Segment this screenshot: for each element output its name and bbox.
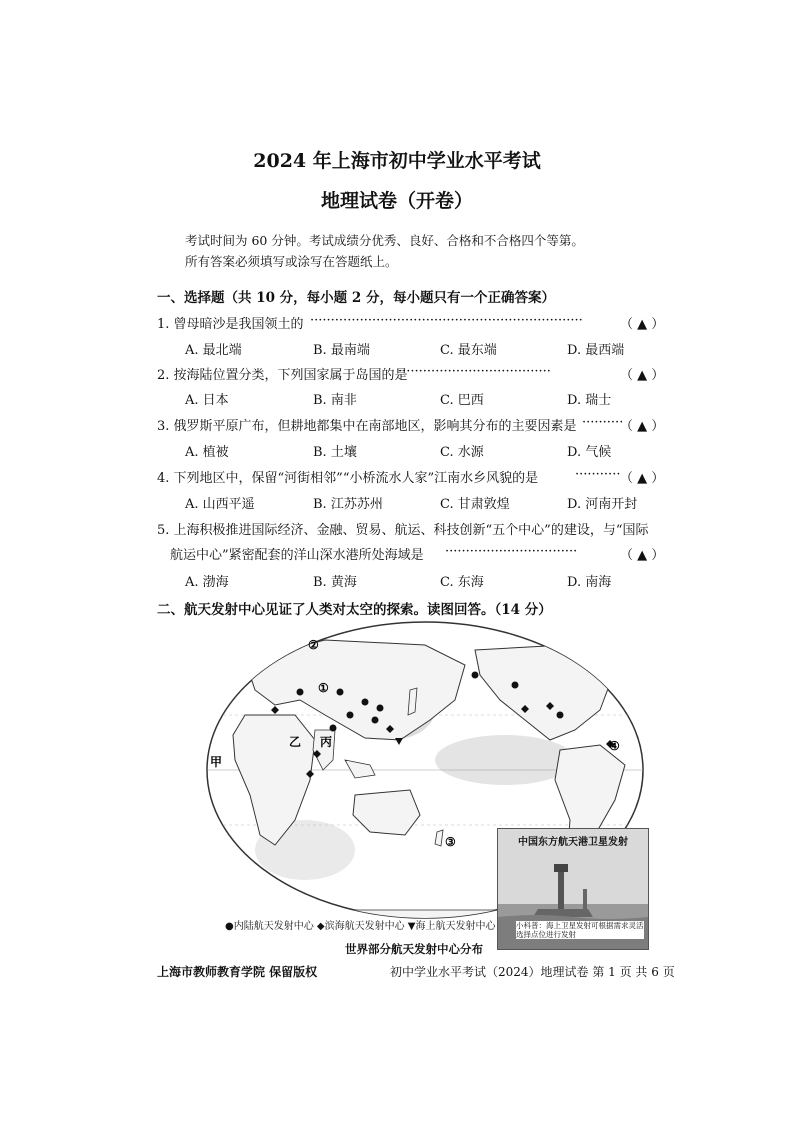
- option: B. 土壤: [313, 445, 357, 460]
- question-5-stem: 5. 上海积极推进国际经济、金融、贸易、航运、科技创新“五个中心”的建设，与“国际: [157, 523, 649, 538]
- question-2-stem: 2. 按海陆位置分类，下列国家属于岛国的是: [157, 368, 408, 383]
- map-label-1: ①: [318, 681, 329, 695]
- option: A. 日本: [185, 393, 229, 408]
- intro-line-2: 所有答案必须填写或涂写在答题纸上。: [185, 254, 398, 269]
- map-label-jia: 甲: [210, 755, 223, 769]
- question-3-stem: 3. 俄罗斯平原广布，但耕地都集中在南部地区，影响其分布的主要因素是: [157, 419, 577, 434]
- map-caption: 世界部分航天发射中心分布: [345, 942, 483, 956]
- option: A. 最北端: [185, 343, 242, 358]
- answer-mark: （ ▲ ）: [620, 419, 665, 434]
- map-label-3: ③: [445, 835, 456, 849]
- answer-mark: （ ▲ ）: [620, 548, 665, 563]
- option: B. 江苏苏州: [313, 497, 383, 512]
- section1-heading: 一、选择题（共 10 分，每小题 2 分，每小题只有一个正确答案）: [157, 290, 555, 306]
- option: B. 南非: [313, 393, 357, 408]
- question-4-stem: 4. 下列地区中，保留“河街相邻”“小桥流水人家”江南水乡风貌的是: [157, 471, 539, 486]
- option: C. 最东端: [440, 343, 497, 358]
- map-legend: ●内陆航天发射中心 ◆滨海航天发射中心 ▼海上航天发射中心: [225, 921, 496, 932]
- option: D. 河南开封: [567, 497, 638, 512]
- footer-left: 上海市教师教育学院 保留版权: [157, 965, 318, 979]
- option: A. 山西平遥: [185, 497, 255, 512]
- section2-heading: 二、航天发射中心见证了人类对太空的探索。读图回答。（14 分）: [157, 602, 552, 618]
- map-label-2: ②: [308, 638, 319, 652]
- answer-mark: （ ▲ ）: [620, 471, 665, 486]
- inset-photo: [497, 828, 649, 950]
- answer-mark: （ ▲ ）: [620, 317, 665, 332]
- map-label-4: ④: [609, 739, 620, 753]
- option: D. 瑞士: [567, 393, 612, 408]
- option: A. 渤海: [185, 575, 229, 590]
- question-1-stem: 1. 曾母暗沙是我国领土的: [157, 317, 304, 332]
- answer-mark: （ ▲ ）: [620, 368, 665, 383]
- option: D. 最西端: [567, 343, 625, 358]
- question-5-stem-cont: 航运中心”紧密配套的洋山深水港所处海域是: [170, 548, 424, 563]
- leader-dots: ··········: [582, 415, 624, 430]
- option: D. 南海: [567, 575, 612, 590]
- option: B. 最南端: [313, 343, 370, 358]
- option: C. 水源: [440, 445, 484, 460]
- option: B. 黄海: [313, 575, 357, 590]
- leader-dots: ··································································: [310, 313, 583, 328]
- option: A. 植被: [185, 445, 229, 460]
- option: C. 东海: [440, 575, 484, 590]
- exam-subtitle: 地理试卷（开卷）: [320, 190, 473, 212]
- leader-dots: ································: [445, 544, 578, 559]
- footer-right: 初中学业水平考试（2024）地理试卷 第 1 页 共 6 页: [390, 965, 675, 979]
- leader-dots: ···········: [575, 467, 621, 482]
- map-label-yi: 乙: [289, 735, 302, 749]
- leader-dots: ·····································: [398, 364, 551, 379]
- inset-note: 小科普：海上卫星发射可根据需求灵活选择点位进行发射: [516, 921, 644, 939]
- intro-line-1: 考试时间为 60 分钟。考试成绩分优秀、良好、合格和不合格四个等第。: [185, 233, 584, 248]
- option: C. 巴西: [440, 393, 484, 408]
- option: D. 气候: [567, 445, 612, 460]
- exam-title: 2024 年上海市初中学业水平考试: [253, 150, 541, 172]
- option: C. 甘肃敦煌: [440, 497, 510, 512]
- inset-title: 中国东方航天港卫星发射: [518, 837, 628, 848]
- map-label-bing: 丙: [320, 735, 333, 749]
